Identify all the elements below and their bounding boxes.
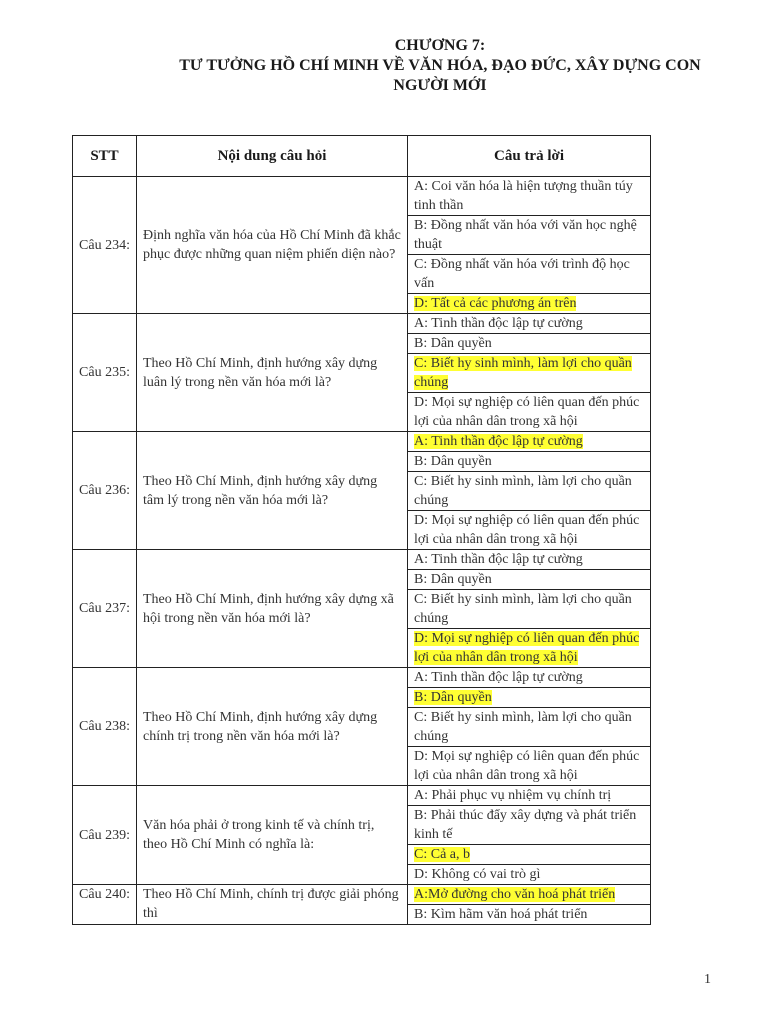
answer-text: A: Tinh thần độc lập tự cường <box>414 316 583 331</box>
answer-option <box>408 255 651 294</box>
table-row <box>73 177 651 216</box>
answer-text-highlighted: A:Mở đường cho văn hoá phát triển <box>414 887 616 902</box>
answer-text: B: Dân quyền <box>414 336 492 351</box>
table-row <box>73 550 651 570</box>
answer-text-highlighted: C: Cả a, b <box>414 847 470 862</box>
question-number: Câu 235: <box>73 314 137 432</box>
answer-text: A: Tinh thần độc lập tự cường <box>414 552 583 567</box>
answer-text: B: Dân quyền <box>414 572 492 587</box>
answer-option-correct <box>408 885 651 905</box>
answer-text: A: Coi văn hóa là hiện tượng thuần túy tinh thần <box>414 179 633 213</box>
answer-option <box>408 747 651 786</box>
answer-text-highlighted: C: Biết hy sinh mình, làm lợi cho quần chúng <box>414 356 632 390</box>
answer-option <box>408 806 651 845</box>
answer-option <box>408 511 651 550</box>
answer-option <box>408 334 651 354</box>
answer-text-highlighted: B: Dân quyền <box>414 690 492 705</box>
table-row <box>73 885 651 905</box>
answer-option <box>408 708 651 747</box>
question-number: Câu 238: <box>73 668 137 786</box>
question-text: Theo Hồ Chí Minh, định hướng xây dựng tâm lý trong nền văn hóa mới là? <box>137 432 408 550</box>
answer-text: C: Biết hy sinh mình, làm lợi cho quần chúng <box>414 710 632 744</box>
chapter-label: CHƯƠNG 7: <box>394 37 486 54</box>
page-number: 1 <box>704 972 711 987</box>
answer-option <box>408 865 651 885</box>
table-header-row <box>73 136 651 177</box>
question-text: Theo Hồ Chí Minh, chính trị được giải phóng thì <box>137 885 408 925</box>
answer-text: B: Phải thúc đẩy xây dựng và phát triển kinh tế <box>414 808 637 842</box>
question-number: Câu 239: <box>73 786 137 885</box>
col-header-answer: Câu trả lời <box>408 136 651 177</box>
answer-text: D: Không có vai trò gì <box>414 867 541 882</box>
question-text: Định nghĩa văn hóa của Hồ Chí Minh đã khắc phục được những quan niệm phiến diện nào? <box>137 177 408 314</box>
answer-option <box>408 393 651 432</box>
answer-text: A: Tinh thần độc lập tự cường <box>414 670 583 685</box>
question-text: Theo Hồ Chí Minh, định hướng xây dựng xã hội trong nền văn hóa mới là? <box>137 550 408 668</box>
question-text: Theo Hồ Chí Minh, định hướng xây dựng chính trị trong nền văn hóa mới là? <box>137 668 408 786</box>
answer-option <box>408 905 651 925</box>
answer-text: B: Dân quyền <box>414 454 492 469</box>
question-number: Câu 237: <box>73 550 137 668</box>
answer-text: D: Mọi sự nghiệp có liên quan đến phúc lợi của nhân dân trong xã hội <box>414 749 640 783</box>
answer-option <box>408 452 651 472</box>
answer-option-correct <box>408 845 651 865</box>
answer-text: B: Đồng nhất văn hóa với văn học nghệ thuật <box>414 218 637 252</box>
answer-text: B: Kìm hãm văn hoá phát triển <box>414 907 588 922</box>
table-row <box>73 314 651 334</box>
answer-option <box>408 177 651 216</box>
answer-text: C: Biết hy sinh mình, làm lợi cho quần chúng <box>414 592 632 626</box>
answer-option-correct <box>408 354 651 393</box>
answer-option-correct <box>408 294 651 314</box>
answer-option <box>408 570 651 590</box>
answer-option-correct <box>408 688 651 708</box>
question-number: Câu 240: <box>73 885 137 925</box>
answer-text-highlighted: A: Tinh thần độc lập tự cường <box>414 434 583 449</box>
page-title <box>90 36 768 96</box>
answer-option <box>408 550 651 570</box>
question-text: Văn hóa phải ở trong kinh tế và chính trị, theo Hồ Chí Minh có nghĩa là: <box>137 786 408 885</box>
answer-text-highlighted: D: Mọi sự nghiệp có liên quan đến phúc lợi của nhân dân trong xã hội <box>414 631 640 665</box>
answer-option-correct <box>408 432 651 452</box>
question-text: Theo Hồ Chí Minh, định hướng xây dựng luân lý trong nền văn hóa mới là? <box>137 314 408 432</box>
answer-text-highlighted: D: Tất cả các phương án trên <box>414 296 577 311</box>
answer-text: A: Phải phục vụ nhiệm vụ chính trị <box>414 788 612 803</box>
answer-text: D: Mọi sự nghiệp có liên quan đến phúc lợi của nhân dân trong xã hội <box>414 395 640 429</box>
answer-text: D: Mọi sự nghiệp có liên quan đến phúc lợi của nhân dân trong xã hội <box>414 513 640 547</box>
answer-option <box>408 590 651 629</box>
title-line-2: NGƯỜI MỚI <box>393 77 487 94</box>
answer-option <box>408 472 651 511</box>
question-table <box>72 135 651 925</box>
answer-text: C: Đồng nhất văn hóa với trình độ học vấn <box>414 257 630 291</box>
table-row <box>73 668 651 688</box>
table-row <box>73 786 651 806</box>
question-number: Câu 236: <box>73 432 137 550</box>
col-header-stt: STT <box>73 136 137 177</box>
answer-option <box>408 216 651 255</box>
question-number: Câu 234: <box>73 177 137 314</box>
col-header-question: Nội dung câu hỏi <box>137 136 408 177</box>
title-line-1: TƯ TƯỞNG HỒ CHÍ MINH VỀ VĂN HÓA, ĐẠO ĐỨC, XÂY DỰNG CON <box>179 57 701 74</box>
answer-text: C: Biết hy sinh mình, làm lợi cho quần chúng <box>414 474 632 508</box>
answer-option <box>408 668 651 688</box>
answer-option <box>408 786 651 806</box>
answer-option <box>408 314 651 334</box>
answer-option-correct <box>408 629 651 668</box>
table-row <box>73 432 651 452</box>
